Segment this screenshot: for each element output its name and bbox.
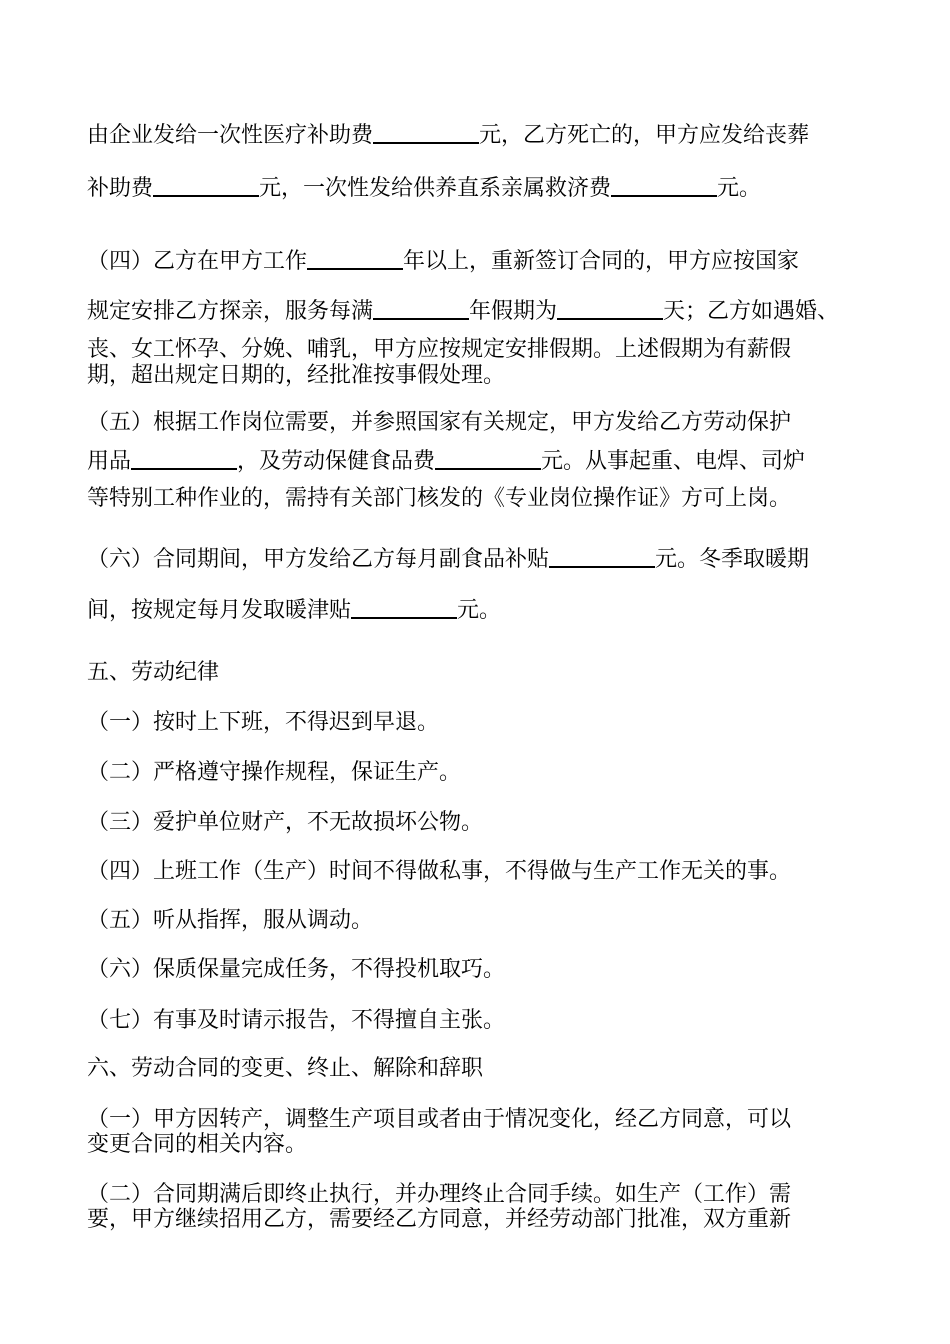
- list-item: （三）爱护单位财产，不无故损坏公物。: [87, 810, 484, 835]
- section-heading: 六、劳动合同的变更、终止、解除和辞职: [87, 1056, 484, 1081]
- text: 间，按规定每月发取暖津贴: [87, 598, 352, 623]
- paragraph-line: [87, 448, 805, 475]
- fill-in-blank[interactable]: [153, 175, 259, 197]
- paragraph-line: 期，超出规定日期的，经批准按事假处理。: [87, 363, 506, 388]
- text: 年假期为: [469, 299, 558, 324]
- fill-in-blank[interactable]: [373, 298, 469, 320]
- fill-in-blank[interactable]: [131, 448, 237, 470]
- paragraph-line: 变更合同的相关内容。: [87, 1132, 308, 1157]
- paragraph-line: （二）合同期满后即终止执行，并办理终止合同手续。如生产（工作）需: [87, 1182, 792, 1207]
- text: 元，一次性发给供养直系亲属救济费: [259, 176, 612, 201]
- text: 元。从事起重、电焊、司炉: [541, 449, 806, 474]
- text: （四）乙方在甲方工作: [87, 249, 308, 274]
- text: （六）合同期间，甲方发给乙方每月副食品补贴: [87, 547, 550, 572]
- text: 天；乙方如遇婚、: [663, 299, 840, 324]
- paragraph-line: 丧、女工怀孕、分娩、哺乳，甲方应按规定安排假期。上述假期为有薪假: [87, 337, 792, 362]
- text: 补助费: [87, 176, 154, 201]
- fill-in-blank[interactable]: [351, 597, 457, 619]
- text: ，及劳动保健食品费: [237, 449, 436, 474]
- paragraph-line: （五）根据工作岗位需要，并参照国家有关规定，甲方发给乙方劳动保护: [87, 410, 792, 435]
- section-heading: 五、劳动纪律: [87, 660, 220, 685]
- text: 由企业发给一次性医疗补助费: [87, 123, 374, 148]
- fill-in-blank[interactable]: [611, 175, 717, 197]
- fill-in-blank[interactable]: [557, 298, 663, 320]
- paragraph-line: [87, 248, 799, 275]
- paragraph-line: [87, 122, 809, 149]
- fill-in-blank[interactable]: [373, 122, 479, 144]
- list-item: （五）听从指挥，服从调动。: [87, 908, 374, 933]
- paragraph-line: [87, 175, 761, 202]
- text: 元。: [717, 176, 762, 201]
- text: 年以上，重新签订合同的，甲方应按国家: [403, 249, 800, 274]
- paragraph-line: [87, 546, 809, 573]
- text: 元。: [457, 598, 502, 623]
- paragraph-line: [87, 298, 839, 325]
- list-item: （六）保质保量完成任务，不得投机取巧。: [87, 957, 506, 982]
- list-item: （二）严格遵守操作规程，保证生产。: [87, 760, 462, 785]
- list-item: （四）上班工作（生产）时间不得做私事，不得做与生产工作无关的事。: [87, 859, 792, 884]
- paragraph-line: [87, 597, 501, 624]
- paragraph-line: 等特别工种作业的，需持有关部门核发的《专业岗位操作证》方可上岗。: [87, 486, 792, 511]
- fill-in-blank[interactable]: [549, 546, 655, 568]
- text: 元，乙方死亡的，甲方应发给丧葬: [479, 123, 810, 148]
- list-item: （七）有事及时请示报告，不得擅自主张。: [87, 1008, 506, 1033]
- list-item: （一）按时上下班，不得迟到早退。: [87, 710, 440, 735]
- text: 用品: [87, 449, 132, 474]
- fill-in-blank[interactable]: [307, 248, 403, 270]
- fill-in-blank[interactable]: [435, 448, 541, 470]
- paragraph-line: （一）甲方因转产，调整生产项目或者由于情况变化，经乙方同意，可以: [87, 1107, 792, 1132]
- paragraph-line: 要，甲方继续招用乙方，需要经乙方同意，并经劳动部门批准，双方重新: [87, 1207, 792, 1232]
- text: 元。冬季取暖期: [655, 547, 810, 572]
- text: 规定安排乙方探亲，服务每满: [87, 299, 374, 324]
